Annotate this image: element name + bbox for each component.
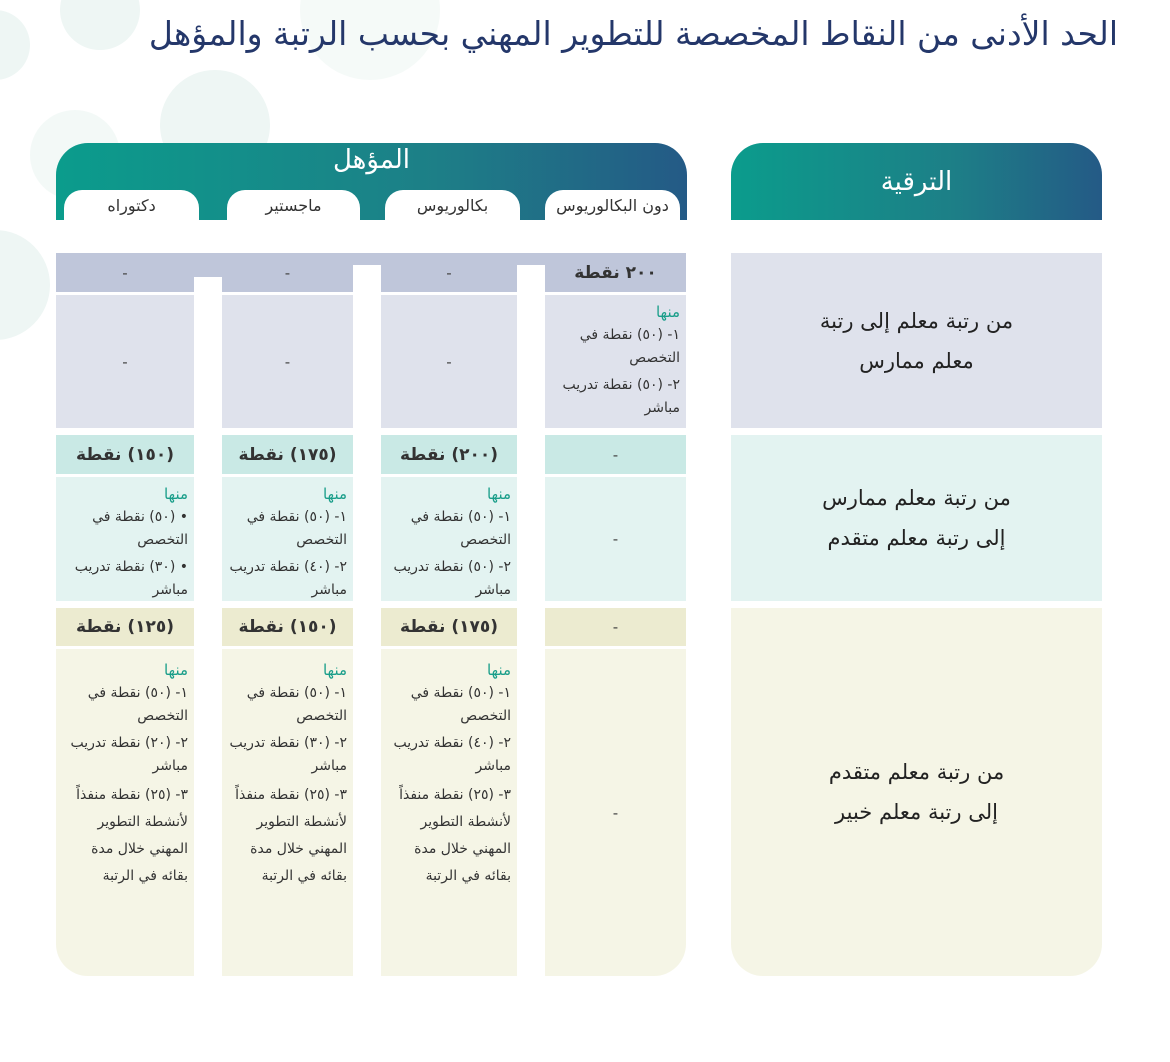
promotion-header: الترقية	[731, 143, 1102, 220]
points-cell	[56, 435, 194, 474]
points-value: -	[446, 263, 452, 282]
points-cell	[222, 608, 353, 646]
details-cell	[545, 477, 686, 601]
details-lead: منها	[486, 661, 511, 679]
column-header-doctorate: دكتوراه	[64, 190, 199, 220]
details-item: • (٣٠) نقطة تدريب مباشر	[74, 559, 188, 598]
details-cell	[381, 477, 517, 601]
details-item: ٣- (٢٥) نقطة منفذاً لأنشطة التطوير المهني خلال مدة بقائه في الرتبة	[76, 787, 188, 884]
details-lead: منها	[486, 485, 511, 503]
details-cell	[56, 295, 194, 428]
details-lead: منها	[655, 303, 680, 321]
points-value: (٢٠٠) نقطة	[399, 444, 499, 465]
points-cell	[545, 253, 686, 292]
points-value: -	[284, 263, 291, 282]
details-cell	[222, 477, 353, 601]
points-value: ٢٠٠ نقطة	[574, 262, 657, 283]
promotion-line: من رتبة معلم متقدم	[828, 760, 1005, 784]
details-item: ١- (٥٠) نقطة في التخصص	[246, 685, 347, 724]
details-cell	[381, 649, 517, 976]
points-cell	[545, 608, 686, 646]
details-item: ١- (٥٠) نقطة في التخصص	[410, 685, 511, 724]
details-item: -	[284, 352, 291, 371]
column-header-bachelor: بكالوريوس	[385, 190, 520, 220]
details-cell	[56, 477, 194, 601]
points-cell	[56, 608, 194, 646]
details-item: ٣- (٢٥) نقطة منفذاً لأنشطة التطوير المهني خلال مدة بقائه في الرتبة	[235, 787, 347, 884]
details-item: ١- (٥٠) نقطة في التخصص	[87, 685, 188, 724]
details-lead: منها	[163, 661, 188, 679]
details-item: ٢- (٣٠) نقطة تدريب مباشر	[229, 735, 347, 774]
details-item: -	[446, 352, 452, 371]
points-value: (١٢٥) نقطة	[75, 617, 175, 637]
qualification-header-label: المؤهل	[332, 145, 410, 175]
background-bubble	[0, 10, 30, 80]
details-item: ١- (٥٠) نقطة في التخصص	[579, 327, 680, 366]
points-value: (١٧٥) نقطة	[399, 617, 499, 637]
details-cell	[56, 649, 194, 976]
points-cell	[222, 253, 353, 292]
row-band	[517, 253, 545, 265]
details-item: ١- (٥٠) نقطة في التخصص	[410, 509, 511, 548]
details-item: ٢- (٤٠) نقطة تدريب مباشر	[393, 735, 511, 774]
details-item: ٢- (٢٠) نقطة تدريب مباشر	[70, 735, 188, 774]
promotion-line: معلم ممارس	[859, 348, 974, 373]
points-cell	[381, 253, 517, 292]
details-item: -	[122, 352, 128, 371]
details-item: ٢- (٥٠) نقطة تدريب مباشر	[393, 559, 511, 598]
column-header-master: ماجستير	[227, 190, 360, 220]
points-value: -	[122, 263, 128, 282]
page-title: الحد الأدنى من النقاط المخصصة للتطوير المهني بحسب الرتبة والمؤهل	[148, 14, 1118, 53]
details-cell	[381, 295, 517, 428]
points-cell	[381, 435, 517, 474]
details-item: -	[612, 530, 619, 548]
promotion-line: من رتبة معلم إلى رتبة	[819, 308, 1014, 333]
promotion-cell	[731, 253, 1102, 428]
points-cell	[545, 435, 686, 474]
promotion-line: من رتبة معلم ممارس	[822, 486, 1011, 510]
promotion-line: إلى رتبة معلم متقدم	[827, 526, 1006, 550]
details-cell	[222, 649, 353, 976]
points-value: (١٧٥) نقطة	[238, 444, 337, 465]
row-band	[194, 253, 222, 277]
details-item: -	[612, 803, 619, 822]
details-item: • (٥٠) نقطة في التخصص	[92, 509, 188, 548]
points-cell	[56, 253, 194, 292]
points-value: (١٥٠) نقطة	[75, 444, 175, 465]
details-lead: منها	[322, 485, 347, 503]
details-cell	[222, 295, 353, 428]
points-value: -	[612, 618, 619, 636]
details-lead: منها	[322, 661, 347, 679]
background-bubble	[0, 230, 50, 340]
details-cell	[545, 295, 686, 428]
promotion-line: إلى رتبة معلم خبير	[835, 800, 998, 824]
points-value: -	[612, 445, 619, 464]
details-item: ١- (٥٠) نقطة في التخصص	[246, 509, 347, 548]
points-value: (١٥٠) نقطة	[238, 617, 337, 637]
details-cell	[545, 649, 686, 976]
details-item: ٢- (٤٠) نقطة تدريب مباشر	[229, 559, 347, 598]
promotion-cell	[731, 435, 1102, 601]
details-item: ٢- (٥٠) نقطة تدريب مباشر	[562, 377, 680, 416]
background-bubble	[60, 0, 140, 50]
column-header-below-bachelor: دون البكالوريوس	[545, 190, 680, 220]
row-band	[353, 253, 381, 265]
details-lead: منها	[163, 485, 188, 503]
points-cell	[381, 608, 517, 646]
points-cell	[222, 435, 353, 474]
promotion-cell	[731, 608, 1102, 976]
details-item: ٣- (٢٥) نقطة منفذاً لأنشطة التطوير المهني خلال مدة بقائه في الرتبة	[399, 787, 511, 884]
